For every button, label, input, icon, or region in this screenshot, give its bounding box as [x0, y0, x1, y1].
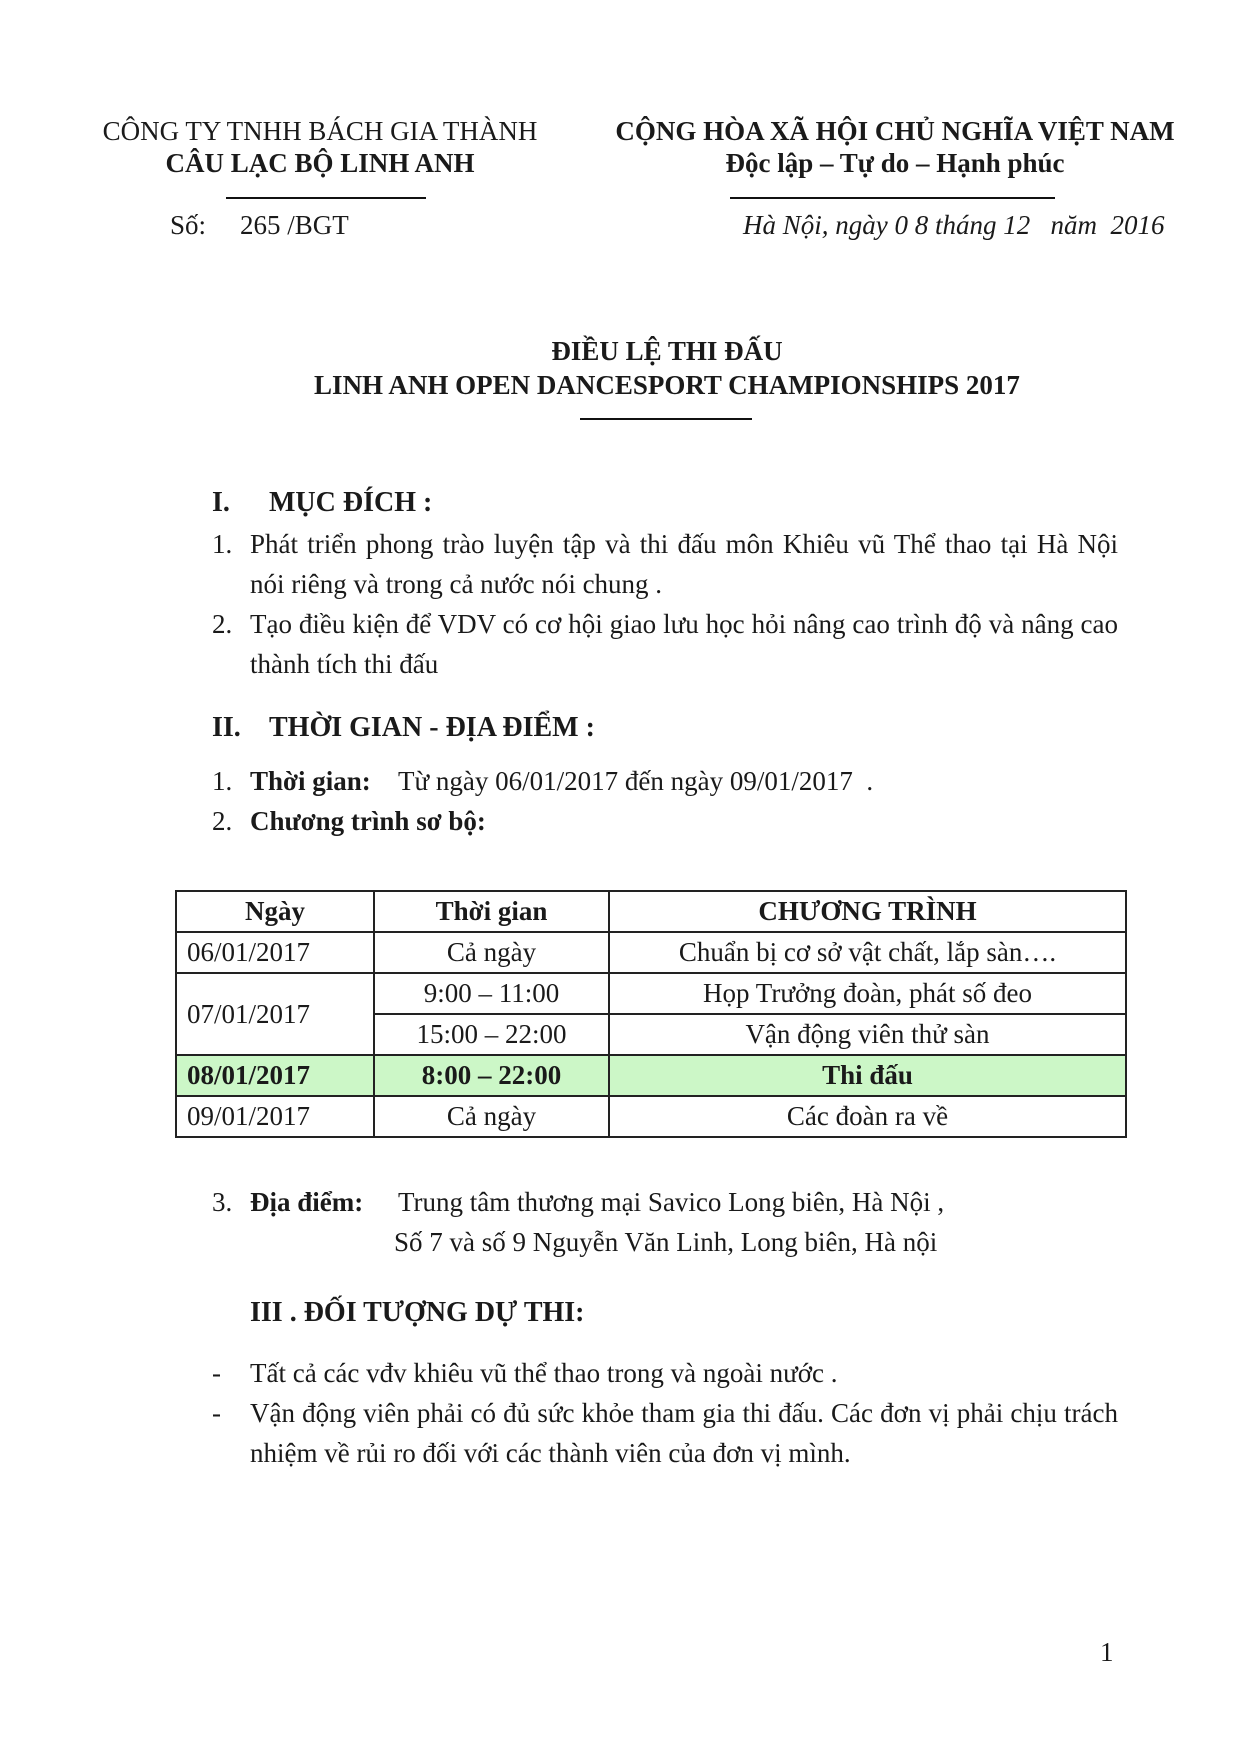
- table-row: [176, 973, 1126, 1014]
- time-value: Từ ngày 06/01/2017 đến ngày 09/01/2017 .: [398, 766, 874, 796]
- cell-program: Các đoàn ra về: [609, 1096, 1126, 1137]
- cell-time: Cả ngày: [374, 932, 609, 973]
- cell-time: Cả ngày: [374, 1096, 609, 1137]
- bullet-1-mark: -: [212, 1358, 221, 1388]
- cell-program: Chuẩn bị cơ sở vật chất, lắp sàn….: [609, 932, 1126, 973]
- program-item-number: 2.: [212, 806, 233, 836]
- club-name: CÂU LẠC BỘ LINH ANH: [165, 148, 475, 178]
- purpose-item-2-number: 2.: [212, 609, 233, 639]
- section-2-heading: THỜI GIAN - ĐỊA ĐIỂM :: [269, 712, 595, 743]
- cell-time: 9:00 – 11:00: [374, 973, 609, 1014]
- cell-date: 07/01/2017: [176, 973, 374, 1055]
- event-title: LINH ANH OPEN DANCESPORT CHAMPIONSHIPS 2017: [314, 370, 1020, 400]
- venue-label: Địa điểm:: [250, 1187, 364, 1217]
- national-motto: Độc lập – Tự do – Hạnh phúc: [725, 148, 1065, 178]
- place-and-date: Hà Nội, ngày 0 8 tháng 12 năm 2016: [743, 210, 1165, 240]
- table-row: [176, 1096, 1126, 1137]
- cell-program: Họp Trưởng đoàn, phát số đeo: [609, 973, 1126, 1014]
- schedule-table: [175, 890, 1127, 1138]
- table-row: [176, 932, 1126, 973]
- section-2-numeral: II.: [212, 712, 241, 743]
- venue-line-2: Số 7 và số 9 Nguyễn Văn Linh, Long biên, Hà nội: [394, 1227, 938, 1257]
- column-header-date: Ngày: [176, 891, 374, 932]
- document-number: 265 /BGT: [240, 210, 349, 240]
- header-left-rule: [226, 197, 426, 199]
- bullet-2-mark: -: [212, 1398, 221, 1428]
- republic-name: CỘNG HÒA XÃ HỘI CHỦ NGHĨA VIỆT NAM: [615, 116, 1175, 146]
- venue-line-1: Trung tâm thương mại Savico Long biên, Hà Nội ,: [398, 1187, 945, 1217]
- time-item-number: 1.: [212, 766, 233, 796]
- time-label: Thời gian:: [250, 766, 371, 796]
- program-label: Chương trình sơ bộ:: [250, 806, 486, 836]
- cell-date: 08/01/2017: [176, 1055, 374, 1096]
- cell-date: 06/01/2017: [176, 932, 374, 973]
- table-header-row: [176, 891, 1126, 932]
- title-rule: [580, 418, 752, 420]
- bullet-1-text: Tất cả các vđv khiêu vũ thể thao trong và ngoài nước .: [250, 1358, 838, 1388]
- section-1-heading: MỤC ĐÍCH :: [269, 487, 433, 518]
- cell-program: Vận động viên thử sàn: [609, 1014, 1126, 1055]
- cell-program: Thi đấu: [609, 1055, 1126, 1096]
- table-row-highlighted: [176, 1055, 1126, 1096]
- page-number: 1: [1100, 1637, 1114, 1667]
- purpose-item-2-text: Tạo điều kiện để VDV có cơ hội giao lưu học hỏi nâng cao trình độ và nâng cao thành tích thi đấu: [250, 609, 1118, 679]
- header-right-rule: [730, 197, 1055, 199]
- company-name: CÔNG TY TNHH BÁCH GIA THÀNH: [102, 116, 538, 146]
- column-header-time: Thời gian: [374, 891, 609, 932]
- cell-time: 15:00 – 22:00: [374, 1014, 609, 1055]
- venue-item-number: 3.: [212, 1187, 233, 1217]
- section-1-numeral: I.: [212, 487, 230, 518]
- cell-time: 8:00 – 22:00: [374, 1055, 609, 1096]
- purpose-item-1-text: Phát triển phong trào luyện tập và thi đấu môn Khiêu vũ Thể thao tại Hà Nội nói riêng và trong cả nước nói chung .: [250, 529, 1118, 599]
- document-title: ĐIỀU LỆ THI ĐẤU: [551, 336, 783, 366]
- purpose-item-1-number: 1.: [212, 529, 233, 559]
- bullet-2-text: Vận động viên phải có đủ sức khỏe tham gia thi đấu. Các đơn vị phải chịu trách nhiệm về rủi ro đối với các thành viên của đơn vị mình.: [250, 1398, 1118, 1468]
- section-3-heading: III . ĐỐI TƯỢNG DỰ THI:: [250, 1297, 585, 1328]
- document-number-label: Số:: [170, 210, 207, 240]
- column-header-program: CHƯƠNG TRÌNH: [609, 891, 1126, 932]
- cell-date: 09/01/2017: [176, 1096, 374, 1137]
